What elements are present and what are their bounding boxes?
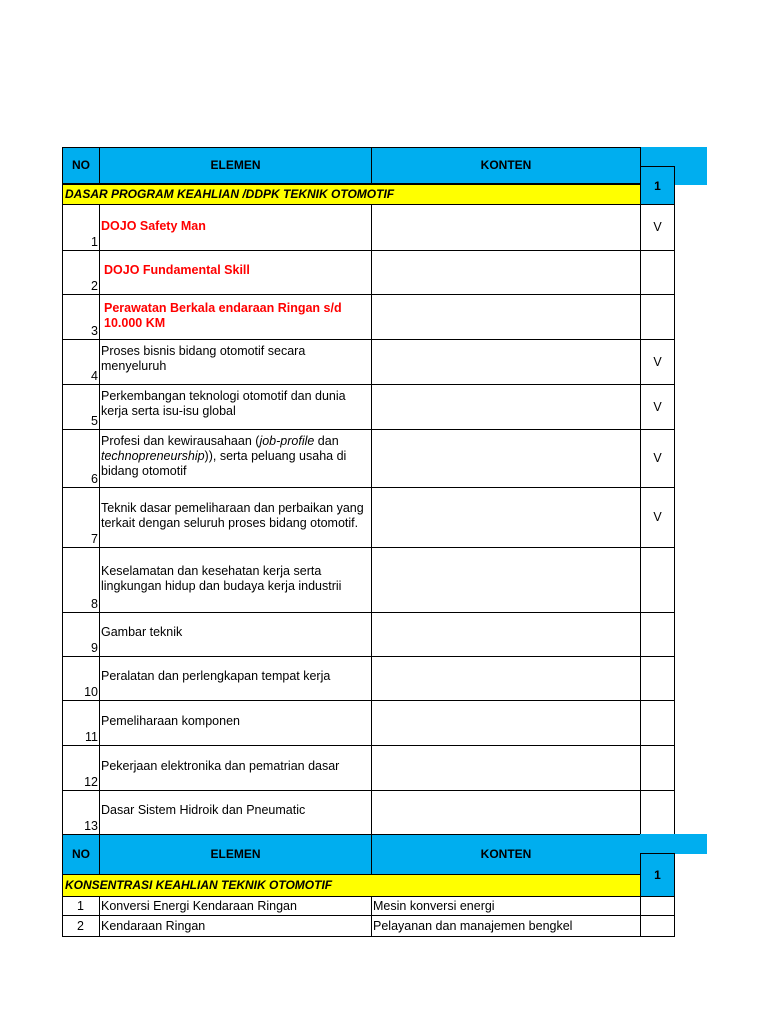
row-6-elemen: Profesi dan kewirausahaan (job-profile dan technopreneurship)), serta peluang usaha di bidang otomotif: [99, 429, 372, 488]
row-3-no: 3: [62, 294, 100, 340]
row-5-elemen: Perkembangan teknologi otomotif dan dunia kerja serta isu-isu global: [99, 384, 372, 430]
header-blank-top: [640, 147, 641, 167]
table2-header-konten: KONTEN: [371, 834, 641, 875]
table2-row-1-check: [640, 896, 675, 916]
row-12-elemen: Pekerjaan elektronika dan pematrian dasar: [99, 745, 372, 791]
row-8-check: [640, 547, 675, 613]
row-4-elemen: Proses bisnis bidang otomotif secara menyeluruh: [99, 339, 372, 385]
row-12-check: [640, 745, 675, 791]
row-7-elemen: Teknik dasar pemeliharaan dan perbaikan yang terkait dengan seluruh proses bidang otomotif.: [99, 487, 372, 548]
row-12-no: 12: [62, 745, 100, 791]
row-1-check: V: [640, 204, 675, 251]
row-7-no: 7: [62, 487, 100, 548]
row-3-konten: [371, 294, 641, 340]
row-6-check: V: [640, 429, 675, 488]
table2-row-1-konten: Mesin konversi energi: [371, 896, 641, 916]
table2-row-2-no: 2: [62, 915, 100, 937]
section-title: DASAR PROGRAM KEAHLIAN /DDPK TEKNIK OTOMOTIF: [62, 184, 641, 205]
row-6-no: 6: [62, 429, 100, 488]
row-7-konten: [371, 487, 641, 548]
row-4-check: V: [640, 339, 675, 385]
row-9-konten: [371, 612, 641, 657]
table2-header-no: NO: [62, 834, 100, 875]
row-3-check: [640, 294, 675, 340]
table2-header-fill: [640, 834, 707, 854]
row-11-no: 11: [62, 700, 100, 746]
row-9-check: [640, 612, 675, 657]
row-5-no: 5: [62, 384, 100, 430]
header-konten: KONTEN: [371, 147, 641, 184]
row-4-no: 4: [62, 339, 100, 385]
row-12-konten: [371, 745, 641, 791]
table2-header-elemen: ELEMEN: [99, 834, 372, 875]
row-13-check: [640, 790, 675, 835]
row-10-no: 10: [62, 656, 100, 701]
header-elemen: ELEMEN: [99, 147, 372, 184]
row-8-no: 8: [62, 547, 100, 613]
row-13-elemen: Dasar Sistem Hidroik dan Pneumatic: [99, 790, 372, 835]
table2-row-1-elemen: Konversi Energi Kendaraan Ringan: [99, 896, 372, 916]
header-no: NO: [62, 147, 100, 184]
row-1-elemen: DOJO Safety Man: [99, 204, 372, 251]
table2-row-2-check: [640, 915, 675, 937]
row-11-konten: [371, 700, 641, 746]
row-9-no: 9: [62, 612, 100, 657]
row-4-konten: [371, 339, 641, 385]
table2-column-number-1: 1: [640, 853, 675, 897]
table2-row-2-elemen: Kendaraan Ringan: [99, 915, 372, 937]
row-8-elemen: Keselamatan dan kesehatan kerja serta lingkungan hidup dan budaya kerja industrii: [99, 547, 372, 613]
column-number-1: 1: [640, 166, 675, 205]
row-2-check: [640, 250, 675, 295]
row-1-no: 1: [62, 204, 100, 251]
row-13-no: 13: [62, 790, 100, 835]
row-10-check: [640, 656, 675, 701]
row-11-check: [640, 700, 675, 746]
table2-section-title: KONSENTRASI KEAHLIAN TEKNIK OTOMOTIF: [62, 874, 641, 897]
row-6-konten: [371, 429, 641, 488]
table2-row-2-konten: Pelayanan dan manajemen bengkel: [371, 915, 641, 937]
row-13-konten: [371, 790, 641, 835]
table2-row-1-no: 1: [62, 896, 100, 916]
row-2-elemen: DOJO Fundamental Skill: [99, 250, 372, 295]
row-10-konten: [371, 656, 641, 701]
row-2-konten: [371, 250, 641, 295]
row-8-konten: [371, 547, 641, 613]
row-5-check: V: [640, 384, 675, 430]
row-11-elemen: Pemeliharaan komponen: [99, 700, 372, 746]
row-3-elemen: Perawatan Berkala endaraan Ringan s/d 10.000 KM: [99, 294, 372, 340]
row-10-elemen: Peralatan dan perlengkapan tempat kerja: [99, 656, 372, 701]
row-1-konten: [371, 204, 641, 251]
row-7-check: V: [640, 487, 675, 548]
row-9-elemen: Gambar teknik: [99, 612, 372, 657]
row-2-no: 2: [62, 250, 100, 295]
row-5-konten: [371, 384, 641, 430]
